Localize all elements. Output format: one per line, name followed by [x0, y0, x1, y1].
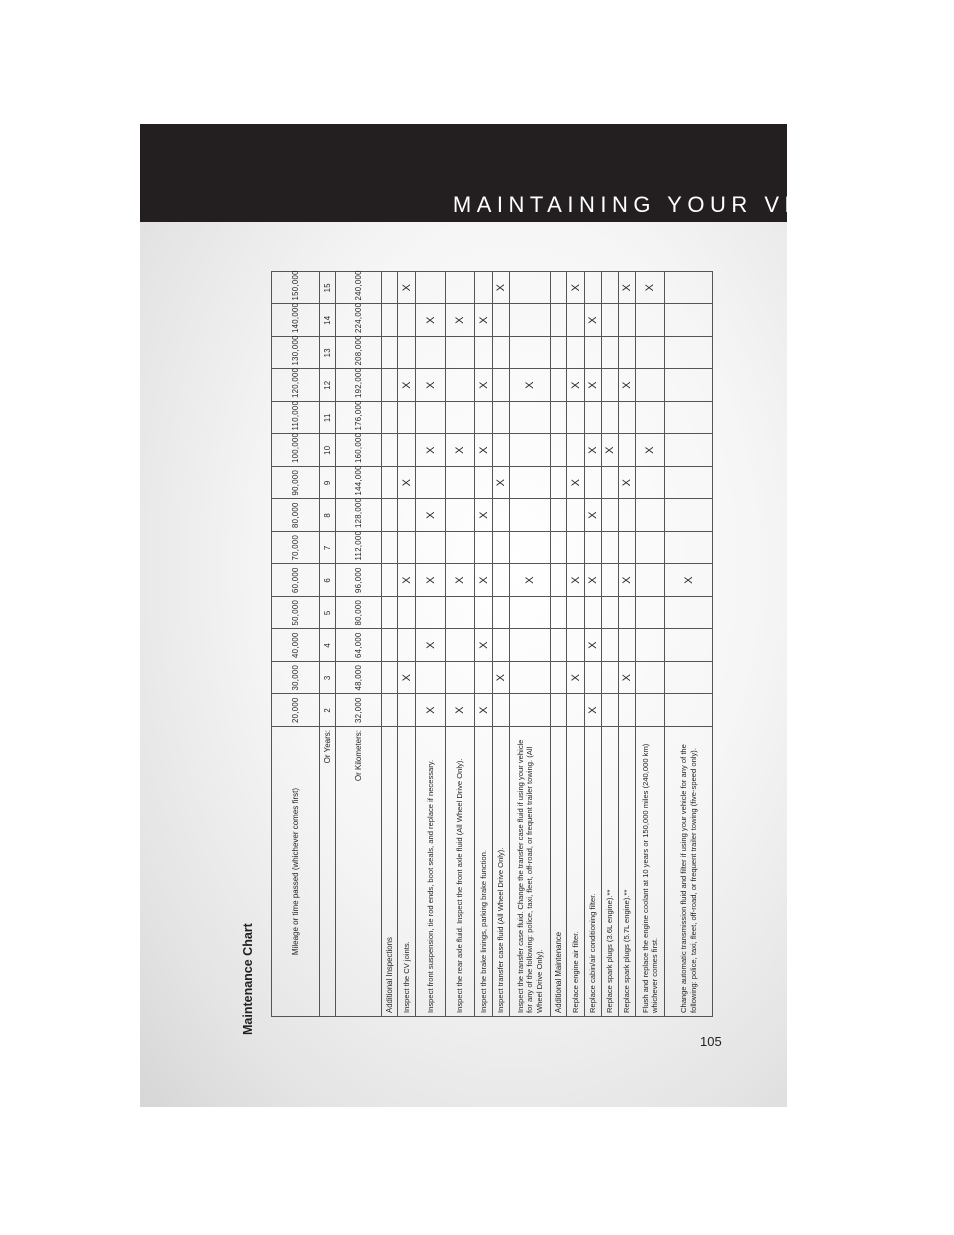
empty-cell — [665, 532, 713, 565]
service-mark: X — [398, 272, 416, 305]
empty-cell — [602, 402, 619, 435]
empty-cell — [567, 694, 585, 727]
empty-cell — [619, 694, 636, 727]
empty-cell — [510, 629, 551, 662]
item-description: Replace spark plugs (5.7L engine).** — [619, 727, 636, 1017]
empty-cell — [567, 402, 585, 435]
empty-cell — [446, 629, 475, 662]
year-value: 8 — [320, 499, 336, 532]
empty-cell — [619, 434, 636, 467]
empty-cell — [636, 499, 665, 532]
empty-cell — [493, 499, 510, 532]
empty-cell — [665, 369, 713, 402]
year-value: 10 — [320, 434, 336, 467]
service-mark: X — [475, 564, 493, 597]
empty-cell — [493, 434, 510, 467]
kilometer-value: 176,000 — [336, 402, 382, 435]
service-mark: X — [446, 304, 475, 337]
table-row — [493, 272, 510, 1017]
item-description: Flush and replace the engine coolant at 10 years or 150,000 miles (240,000 km) whichever comes first. — [636, 727, 665, 1017]
kilometer-value: 224,000 — [336, 304, 382, 337]
empty-cell — [567, 629, 585, 662]
service-mark: X — [510, 369, 551, 402]
empty-cell — [636, 694, 665, 727]
service-mark: X — [567, 662, 585, 695]
empty-cell — [636, 564, 665, 597]
service-mark: X — [416, 564, 446, 597]
empty-cell — [665, 337, 713, 370]
empty-cell — [382, 337, 398, 370]
empty-cell — [416, 272, 446, 305]
kilometer-value: 32,000 — [336, 694, 382, 727]
service-mark: X — [602, 434, 619, 467]
empty-cell — [602, 467, 619, 500]
empty-cell — [493, 597, 510, 630]
service-mark: X — [510, 564, 551, 597]
empty-cell — [382, 564, 398, 597]
empty-cell — [551, 272, 567, 305]
table-row — [475, 272, 493, 1017]
section-title: Additional Maintenance — [551, 727, 567, 1017]
empty-cell — [636, 629, 665, 662]
maintenance-chart-table — [271, 271, 713, 1017]
empty-cell — [416, 467, 446, 500]
mileage-value: 30,000 — [272, 662, 320, 695]
service-mark: X — [567, 467, 585, 500]
empty-cell — [602, 597, 619, 630]
service-mark: X — [416, 694, 446, 727]
mileage-header-label: Mileage or time passed (whichever comes first) — [272, 727, 320, 1017]
service-mark: X — [619, 564, 636, 597]
item-description: Replace cabin/air conditioning filter. — [585, 727, 602, 1017]
empty-cell — [382, 499, 398, 532]
empty-cell — [665, 434, 713, 467]
empty-cell — [382, 597, 398, 630]
empty-cell — [551, 499, 567, 532]
empty-cell — [602, 532, 619, 565]
empty-cell — [382, 694, 398, 727]
empty-cell — [567, 434, 585, 467]
mileage-value: 80,000 — [272, 499, 320, 532]
empty-cell — [510, 532, 551, 565]
year-value: 12 — [320, 369, 336, 402]
mileage-value: 110,000 — [272, 402, 320, 435]
item-description: Replace spark plugs (3.6L engine).** — [602, 727, 619, 1017]
service-mark: X — [567, 272, 585, 305]
service-mark: X — [585, 434, 602, 467]
empty-cell — [602, 337, 619, 370]
empty-cell — [446, 369, 475, 402]
empty-cell — [551, 304, 567, 337]
empty-cell — [602, 499, 619, 532]
empty-cell — [510, 467, 551, 500]
empty-cell — [602, 564, 619, 597]
item-description: Inspect transfer case fluid (All Wheel Drive Only). — [493, 727, 510, 1017]
empty-cell — [475, 402, 493, 435]
empty-cell — [475, 272, 493, 305]
table-row — [619, 272, 636, 1017]
empty-cell — [416, 662, 446, 695]
empty-cell — [398, 304, 416, 337]
empty-cell — [475, 597, 493, 630]
empty-cell — [382, 662, 398, 695]
empty-cell — [619, 532, 636, 565]
empty-cell — [585, 272, 602, 305]
empty-cell — [567, 337, 585, 370]
service-mark: X — [416, 369, 446, 402]
table-row — [446, 272, 475, 1017]
mileage-value: 100,000 — [272, 434, 320, 467]
service-mark: X — [475, 499, 493, 532]
year-value: 4 — [320, 629, 336, 662]
section-row — [551, 272, 567, 1017]
item-description: Inspect the brake linings, parking brake function. — [475, 727, 493, 1017]
year-value: 7 — [320, 532, 336, 565]
empty-cell — [446, 337, 475, 370]
kilometer-value: 144,000 — [336, 467, 382, 500]
service-mark: X — [585, 629, 602, 662]
kilometer-value: 128,000 — [336, 499, 382, 532]
mileage-value: 150,000 — [272, 272, 320, 305]
empty-cell — [475, 337, 493, 370]
empty-cell — [585, 467, 602, 500]
empty-cell — [665, 662, 713, 695]
empty-cell — [619, 597, 636, 630]
service-mark: X — [416, 304, 446, 337]
km-header-row — [336, 272, 382, 1017]
empty-cell — [398, 694, 416, 727]
empty-cell — [619, 629, 636, 662]
item-description: Replace engine air filter. — [567, 727, 585, 1017]
service-mark: X — [585, 369, 602, 402]
empty-cell — [398, 597, 416, 630]
empty-cell — [665, 629, 713, 662]
empty-cell — [446, 499, 475, 532]
table-row — [585, 272, 602, 1017]
table-row — [416, 272, 446, 1017]
service-mark: X — [619, 662, 636, 695]
service-mark: X — [475, 434, 493, 467]
item-description: Inspect the transfer case fluid. Change the transfer case fluid if using your vehicle for any of the following: police, taxi, fleet, off-road, or frequent trailer towing. (All Wheel Drive Only). — [510, 727, 551, 1017]
item-description: Inspect front suspension, tie rod ends, boot seals, and replace if necessary. — [416, 727, 446, 1017]
year-value: 5 — [320, 597, 336, 630]
empty-cell — [636, 662, 665, 695]
mileage-value: 40,000 — [272, 629, 320, 662]
kilometer-value: 112,000 — [336, 532, 382, 565]
mileage-value: 60,000 — [272, 564, 320, 597]
empty-cell — [493, 694, 510, 727]
maintenance-chart-block — [241, 270, 709, 1035]
empty-cell — [382, 467, 398, 500]
empty-cell — [551, 467, 567, 500]
mileage-value: 90,000 — [272, 467, 320, 500]
service-mark: X — [619, 467, 636, 500]
empty-cell — [493, 337, 510, 370]
empty-cell — [636, 304, 665, 337]
empty-cell — [398, 629, 416, 662]
empty-cell — [510, 694, 551, 727]
year-value: 11 — [320, 402, 336, 435]
empty-cell — [636, 532, 665, 565]
service-mark: X — [416, 499, 446, 532]
year-value: 2 — [320, 694, 336, 727]
empty-cell — [551, 434, 567, 467]
empty-cell — [475, 662, 493, 695]
item-description: Inspect the CV joints. — [398, 727, 416, 1017]
empty-cell — [510, 434, 551, 467]
empty-cell — [665, 402, 713, 435]
table-row — [602, 272, 619, 1017]
kilometer-value: 64,000 — [336, 629, 382, 662]
empty-cell — [636, 369, 665, 402]
empty-cell — [416, 597, 446, 630]
empty-cell — [510, 402, 551, 435]
section-title: Additional Inspections — [382, 727, 398, 1017]
empty-cell — [567, 597, 585, 630]
empty-cell — [551, 694, 567, 727]
empty-cell — [446, 597, 475, 630]
service-mark: X — [446, 694, 475, 727]
service-mark: X — [636, 434, 665, 467]
empty-cell — [382, 272, 398, 305]
empty-cell — [551, 369, 567, 402]
mileage-value: 70,000 — [272, 532, 320, 565]
empty-cell — [493, 629, 510, 662]
mileage-header-row — [272, 272, 320, 1017]
kilometer-value: 48,000 — [336, 662, 382, 695]
mileage-value: 120,000 — [272, 369, 320, 402]
empty-cell — [585, 337, 602, 370]
year-value: 14 — [320, 304, 336, 337]
empty-cell — [567, 499, 585, 532]
empty-cell — [416, 402, 446, 435]
kilometer-value: 240,000 — [336, 272, 382, 305]
service-mark: X — [416, 629, 446, 662]
empty-cell — [551, 532, 567, 565]
service-mark: X — [416, 434, 446, 467]
empty-cell — [493, 304, 510, 337]
empty-cell — [636, 337, 665, 370]
year-value: 9 — [320, 467, 336, 500]
empty-cell — [510, 272, 551, 305]
empty-cell — [510, 662, 551, 695]
empty-cell — [398, 337, 416, 370]
mileage-value: 50,000 — [272, 597, 320, 630]
empty-cell — [493, 532, 510, 565]
service-mark: X — [398, 467, 416, 500]
empty-cell — [551, 597, 567, 630]
years-header-row — [320, 272, 336, 1017]
empty-cell — [619, 499, 636, 532]
item-description: Change automatic transmission fluid and filter if using your vehicle for any of the following: police, taxi, fleet, off-road, or frequent trailer towing (five-speed only). — [665, 727, 713, 1017]
empty-cell — [416, 337, 446, 370]
kilometers-label: Or Kilometers: — [336, 727, 382, 1017]
empty-cell — [446, 532, 475, 565]
service-mark: X — [585, 694, 602, 727]
kilometer-value: 192,000 — [336, 369, 382, 402]
mileage-value: 20,000 — [272, 694, 320, 727]
table-row — [567, 272, 585, 1017]
empty-cell — [665, 467, 713, 500]
empty-cell — [665, 304, 713, 337]
service-mark: X — [636, 272, 665, 305]
empty-cell — [665, 694, 713, 727]
service-mark: X — [446, 434, 475, 467]
empty-cell — [602, 304, 619, 337]
service-mark: X — [475, 369, 493, 402]
section-row — [382, 272, 398, 1017]
service-mark: X — [475, 304, 493, 337]
kilometer-value: 208,000 — [336, 337, 382, 370]
empty-cell — [475, 467, 493, 500]
empty-cell — [551, 564, 567, 597]
mileage-value: 130,000 — [272, 337, 320, 370]
empty-cell — [636, 467, 665, 500]
empty-cell — [636, 597, 665, 630]
empty-cell — [567, 304, 585, 337]
empty-cell — [398, 402, 416, 435]
empty-cell — [585, 532, 602, 565]
empty-cell — [382, 532, 398, 565]
empty-cell — [602, 272, 619, 305]
empty-cell — [665, 499, 713, 532]
item-description: Inspect the rear axle fluid. Inspect the front axle fluid (All Wheel Drive Only). — [446, 727, 475, 1017]
section-title: MAINTAINING YOUR VEHICLE — [452, 192, 897, 217]
empty-cell — [493, 369, 510, 402]
empty-cell — [602, 369, 619, 402]
chart-title: Maintenance Chart — [241, 923, 255, 1035]
service-mark: X — [585, 499, 602, 532]
empty-cell — [602, 629, 619, 662]
empty-cell — [382, 629, 398, 662]
empty-cell — [382, 304, 398, 337]
empty-cell — [665, 272, 713, 305]
kilometer-value: 96,000 — [336, 564, 382, 597]
year-value: 6 — [320, 564, 336, 597]
years-label: Or Years: — [320, 727, 336, 1017]
empty-cell — [602, 662, 619, 695]
empty-cell — [510, 304, 551, 337]
service-mark: X — [475, 629, 493, 662]
empty-cell — [585, 597, 602, 630]
empty-cell — [551, 662, 567, 695]
service-mark: X — [398, 369, 416, 402]
service-mark: X — [567, 369, 585, 402]
year-value: 13 — [320, 337, 336, 370]
empty-cell — [665, 597, 713, 630]
service-mark: X — [493, 272, 510, 305]
table-row — [398, 272, 416, 1017]
service-mark: X — [398, 564, 416, 597]
empty-cell — [510, 337, 551, 370]
empty-cell — [510, 597, 551, 630]
chart-rotator — [241, 270, 709, 1035]
empty-cell — [567, 532, 585, 565]
service-mark: X — [398, 662, 416, 695]
service-mark: X — [475, 694, 493, 727]
kilometer-value: 160,000 — [336, 434, 382, 467]
service-mark: X — [585, 564, 602, 597]
service-mark: X — [585, 304, 602, 337]
table-row — [510, 272, 551, 1017]
service-mark: X — [619, 272, 636, 305]
empty-cell — [446, 402, 475, 435]
empty-cell — [446, 662, 475, 695]
empty-cell — [585, 662, 602, 695]
empty-cell — [602, 694, 619, 727]
service-mark: X — [493, 662, 510, 695]
service-mark: X — [446, 564, 475, 597]
empty-cell — [382, 402, 398, 435]
table-row — [665, 272, 713, 1017]
page-number: 105 — [700, 1034, 722, 1049]
empty-cell — [382, 434, 398, 467]
service-mark: X — [567, 564, 585, 597]
empty-cell — [446, 467, 475, 500]
table-row — [636, 272, 665, 1017]
year-value: 3 — [320, 662, 336, 695]
empty-cell — [416, 532, 446, 565]
year-value: 15 — [320, 272, 336, 305]
service-mark: X — [493, 467, 510, 500]
empty-cell — [398, 499, 416, 532]
empty-cell — [619, 337, 636, 370]
service-mark: X — [665, 564, 713, 597]
empty-cell — [619, 304, 636, 337]
empty-cell — [510, 499, 551, 532]
empty-cell — [551, 629, 567, 662]
empty-cell — [619, 402, 636, 435]
empty-cell — [446, 272, 475, 305]
empty-cell — [585, 402, 602, 435]
empty-cell — [493, 564, 510, 597]
empty-cell — [398, 532, 416, 565]
empty-cell — [551, 402, 567, 435]
empty-cell — [382, 369, 398, 402]
empty-cell — [636, 402, 665, 435]
kilometer-value: 80,000 — [336, 597, 382, 630]
empty-cell — [398, 434, 416, 467]
service-mark: X — [619, 369, 636, 402]
empty-cell — [475, 532, 493, 565]
empty-cell — [551, 337, 567, 370]
empty-cell — [493, 402, 510, 435]
mileage-value: 140,000 — [272, 304, 320, 337]
